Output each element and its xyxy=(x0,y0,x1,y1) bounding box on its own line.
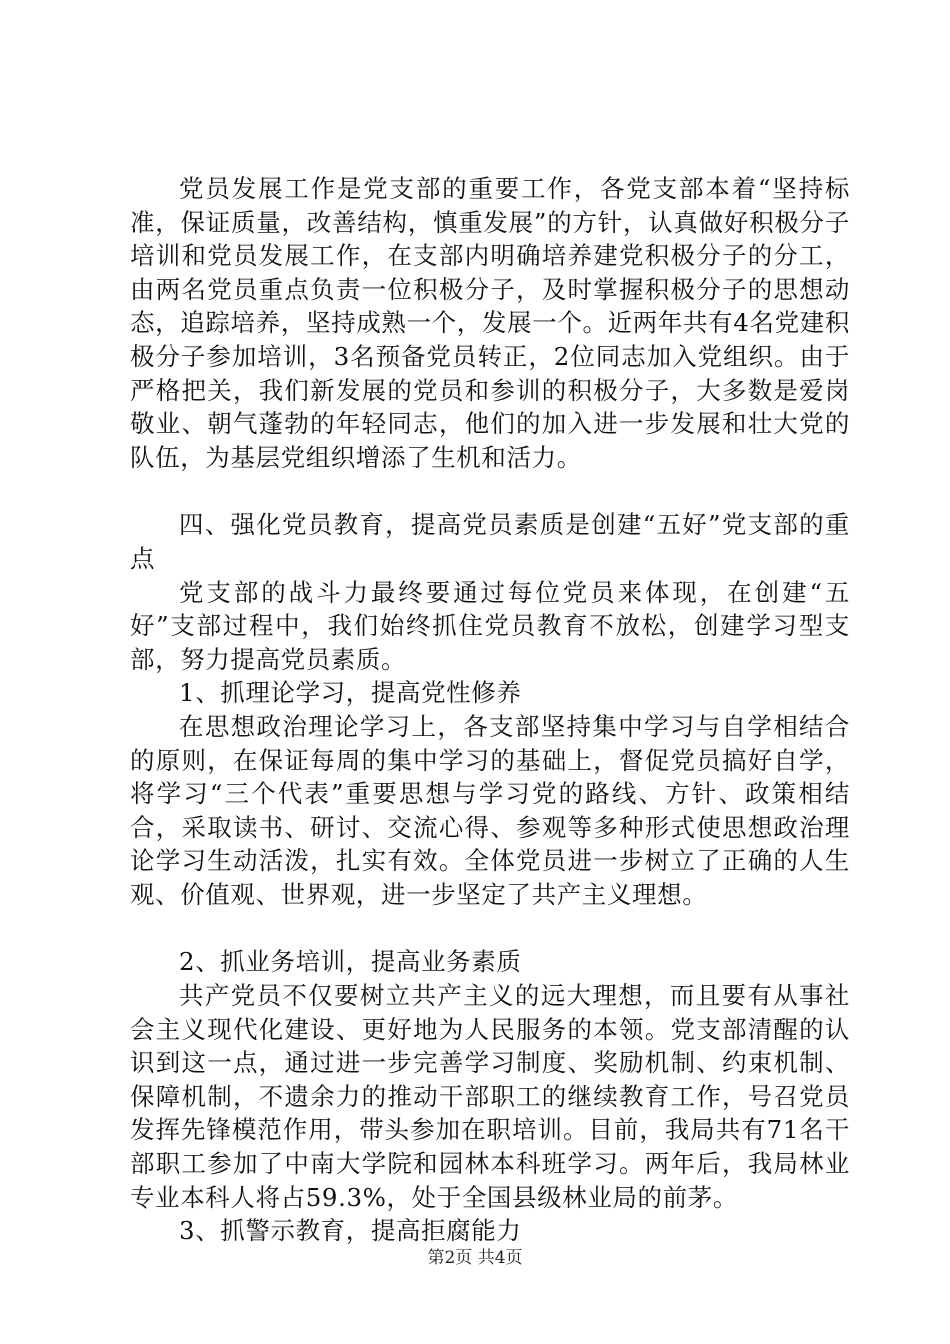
section-heading-four: 四、强化党员教育，提高党员素质是创建“五好”党支部的重点 xyxy=(130,510,850,573)
paragraph-education-intro: 党支部的战斗力最终要通过每位党员来体现，在创建“五好”支部过程中，我们始终抓住党员教育不放松，创建学习型支部，努力提高党员素质。 xyxy=(130,577,850,674)
document-body xyxy=(130,172,850,1248)
subheading-theory-study: 1、抓理论学习，提高党性修养 xyxy=(179,678,522,708)
paragraph-party-member-development: 党员发展工作是党支部的重要工作，各党支部本着“坚持标准，保证质量，改善结构，慎重发展”的方针，认真做好积极分子培训和党员发展工作，在支部内明确培养建党积极分子的分工，由两名党员重点负责一位积极分子，及时掌握积极分子的思想动态，追踪培养，坚持成熟一个，发展一个。近两年共有4名党建积极分子参加培训，3名预备党员转正，2位同志加入党组织。由于严格把关，我们新发展的党员和参训的积极分子，大多数是爱岗敬业、朝气蓬勃的年轻同志，他们的加入进一步发展和壮大党的队伍，为基层党组织增添了生机和活力。 xyxy=(130,174,850,472)
paragraph-theory-study: 在思想政治理论学习上，各支部坚持集中学习与自学相结合的原则，在保证每周的集中学习的基础上，督促党员搞好自学，将学习“三个代表”重要思想与学习党的路线、方针、政策相结合，采取读书、研讨、交流心得、参观等多种形式使思想政治理论学习生动活泼，扎实有效。全体党员进一步树立了正确的人生观、价值观、世界观，进一步坚定了共产主义理想。 xyxy=(130,711,850,909)
subheading-business-training: 2、抓业务培训，提高业务素质 xyxy=(179,947,522,977)
paragraph-business-training: 共产党员不仅要树立共产主义的远大理想，而且要有从事社会主义现代化建设、更好地为人民服务的本领。党支部清醒的认识到这一点，通过进一步完善学习制度、奖励机制、约束机制、保障机制，不遗余力的推动干部职工的继续教育工作，号召党员发挥先锋模范作用，带头参加在职培训。目前，我局共有71名干部职工参加了中南大学院和园林本科班学习。两年后，我局林业专业本科人将占59.3%，处于全国县级林业局的前茅。 xyxy=(130,981,850,1212)
subheading-warning-education: 3、抓警示教育，提高拒腐能力 xyxy=(179,1216,522,1246)
page-number-footer: 第2页 共4页 xyxy=(427,1248,523,1268)
